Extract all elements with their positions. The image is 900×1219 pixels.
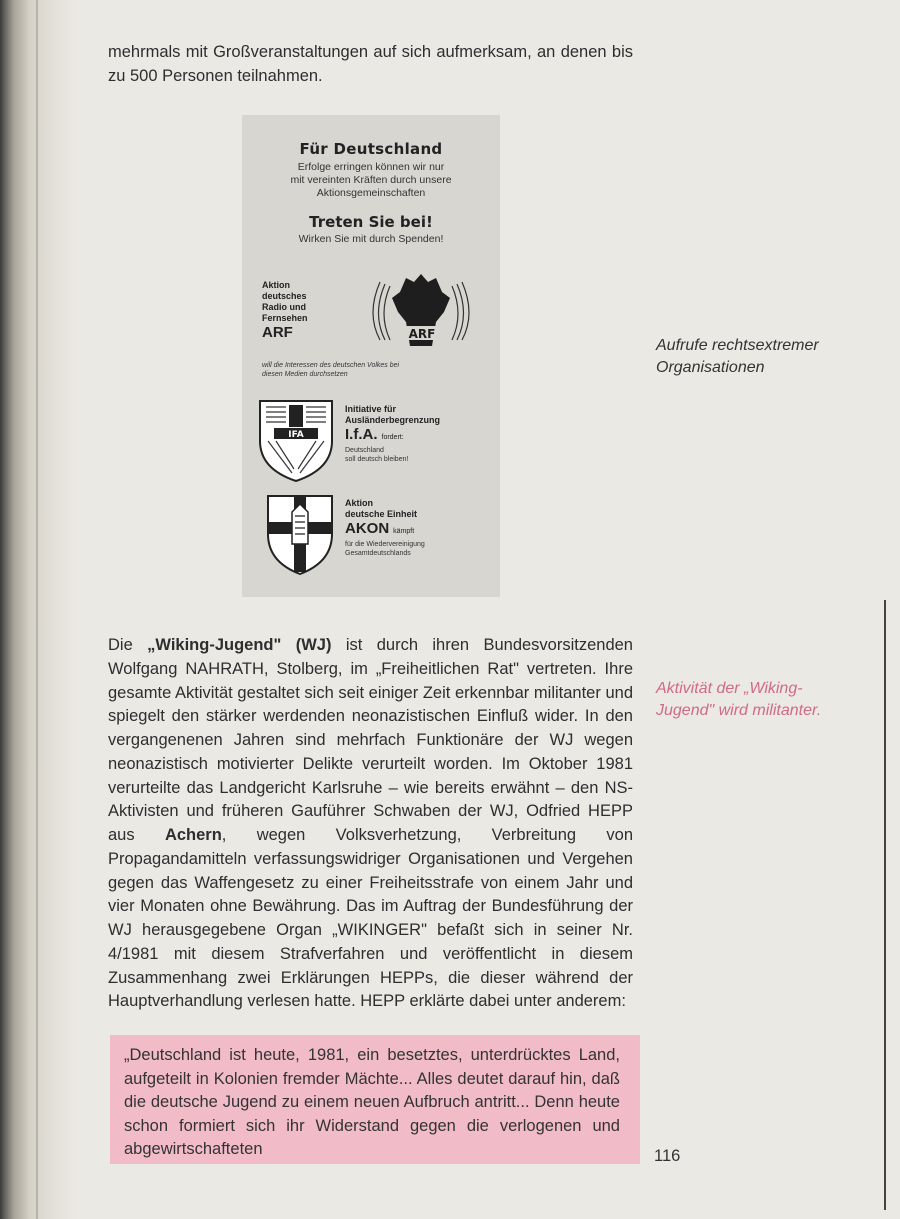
logo-text: ARF — [408, 327, 436, 341]
margin-note-line: Jugend" wird militanter. — [656, 702, 822, 719]
margin-note-line: Organisationen — [656, 359, 765, 376]
margin-note-organisations — [656, 335, 876, 379]
org-text-line: Deutschland — [345, 447, 384, 454]
flyer-subtitle-line: Aktionsgemeinschaften — [316, 187, 426, 199]
org-abbr: I.f.A. — [345, 426, 378, 443]
org-akon — [345, 498, 495, 558]
quote-line: Widerstand gegen die verlogenen und abgewirtschafteten — [124, 1116, 620, 1158]
org-text-line: soll deutsch bleiben! — [345, 456, 409, 463]
flyer-subtitle-2: Wirken Sie mit durch Spenden! — [298, 233, 444, 245]
margin-note-line: Aufrufe rechtsextremer — [656, 337, 819, 354]
flyer-title: Für Deutschland — [299, 140, 443, 158]
body-text: ist durch ihren Bundesvorsitzenden Wolfgang NAHRATH, Stolberg, im „Freiheitlichen Rat" vertreten. Ihre gesamte Aktivität gestaltet sich seit einiger Zeit erkennbar militanter und spiegelt den stärker werdenden neonazistischen Einfluß wider. In den vergangenenen Jahren sind mehrfach Funktionäre der WJ wegen neonazistisch motivierter Delikte verurteilt worden. Im Oktober 1981 verurteilte das Landgericht Karlsruhe – wie bereits erwähnt – den NS-Aktivisten und früheren Gauführer Schwaben der WJ, Odfried HEPP aus — [108, 636, 633, 844]
quote-line: Land, aufgeteilt in Kolonien fremder Mächte... — [124, 1046, 620, 1088]
body-bold-org: „Wiking-Jugend" (WJ) — [147, 636, 332, 654]
org-abbr: AKON — [345, 520, 390, 537]
flyer-subtitle — [242, 161, 500, 200]
body-paragraph — [108, 634, 633, 1014]
org-text-line: Gesamtdeutschlands — [345, 550, 411, 557]
org-text-line: will die Interessen des deutschen Volkes bei — [262, 362, 400, 369]
quote-line: Alles deutet darauf hin, daß die deutsche Jugend zu einem — [124, 1069, 620, 1111]
org-abbr-suffix: kämpft — [393, 528, 415, 535]
org-name-line: Ausländerbegrenzung — [345, 415, 441, 425]
margin-note-wiking — [656, 678, 891, 722]
org-name-line: Radio und — [262, 302, 306, 312]
body-bold-place: Achern — [164, 826, 222, 844]
org-abbr: ARF — [262, 324, 293, 341]
org-name-line: Initiative für — [345, 404, 397, 414]
org-text-line: für die Wiedervereinigung — [345, 541, 425, 548]
org-name-line: Aktion — [345, 498, 373, 508]
akon-shield-icon — [264, 492, 336, 576]
quote-line: neuen Aufbruch antritt... Denn heute schon formiert sich ihr — [124, 1093, 620, 1135]
quote-line: „Deutschland ist heute, 1981, ein besetztes, unterdrücktes — [124, 1046, 571, 1064]
body-text: Die — [108, 636, 148, 654]
intro-paragraph: mehrmals mit Großveranstaltungen auf sich aufmerksam, an denen bis zu 500 Personen teilnahmen. — [108, 43, 633, 85]
org-name-line: Aktion — [262, 280, 290, 290]
quote-box — [110, 1035, 640, 1164]
org-arf-text — [262, 361, 494, 379]
quote-text — [124, 1044, 620, 1162]
flyer-subtitle-line: mit vereinten Kräften durch unsere — [290, 174, 452, 186]
org-name-line: Fernsehen — [262, 313, 308, 323]
org-name-line: deutsche Einheit — [345, 509, 418, 519]
eagle-logo-icon — [350, 268, 492, 360]
flyer-title-2: Treten Sie bei! — [309, 213, 433, 231]
body-text: , wegen Volksverhetzung, Verbreitung von Propagandamitteln verfassungswidriger Organisationen und Vergehen gegen das Waffengesetz zu einer Freiheitsstrafe von einem Jahr und vier Monaten ohne Bewährung. Das im Auftrag der Bundesführung der WJ herausgegebene Organ „WIKINGER" befaßt sich in seiner Nr. 4/1981 mit diesem Strafverfahren und veröffentlicht in diesem Zusammenhang zwei Erklärungen HEPPs, die dieser während der Hauptverhandlung verlesen hatte. HEPP erklärte dabei unter anderem: — [108, 826, 633, 1011]
org-ifa — [345, 404, 495, 464]
org-name-line: deutsches — [262, 291, 307, 301]
ifa-shield-icon — [256, 397, 336, 483]
page-number: 116 — [654, 1147, 681, 1165]
org-abbr-suffix: fordert: — [381, 434, 404, 441]
flyer-image — [242, 115, 500, 597]
margin-note-line: Aktivität der „Wiking- — [656, 680, 803, 697]
org-text-line: diesen Medien durchsetzen — [262, 371, 348, 378]
flyer-subtitle-line: Erfolge erringen können wir nur — [297, 161, 445, 173]
shield-logo-text: IFA — [288, 430, 304, 440]
